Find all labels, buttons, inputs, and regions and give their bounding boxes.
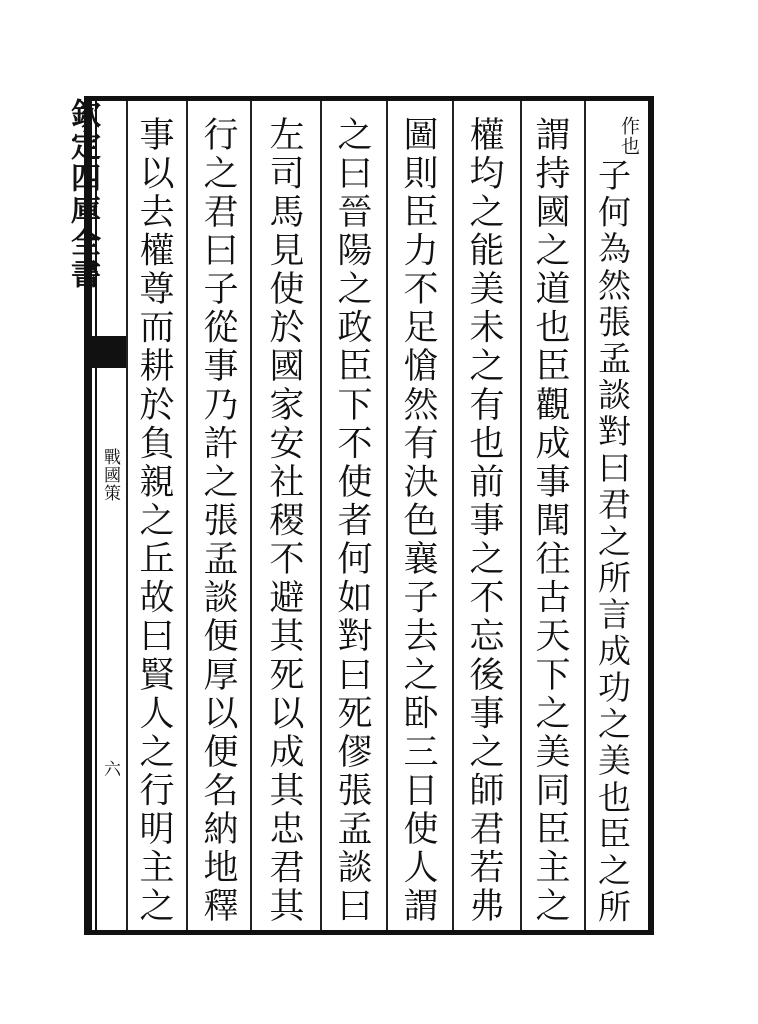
column-rule bbox=[584, 101, 586, 930]
text-column-6: 左司馬見使於國家安社稷不避其死以成其忠君其 bbox=[264, 116, 304, 926]
text-column-7: 行之君曰子從事乃許之張孟談便厚以便名納地釋 bbox=[198, 116, 238, 926]
text-column-4: 圖則臣力不足愴然有決色襄子去之卧三日使人謂 bbox=[398, 116, 438, 926]
column-rule bbox=[452, 101, 454, 930]
column-annotation: 作也 bbox=[618, 116, 640, 156]
frame-top-border bbox=[84, 96, 654, 101]
margin-page-number: 六 bbox=[100, 760, 120, 778]
column-rule bbox=[126, 101, 128, 930]
text-column-3: 權均之能美未之有也前事之不忘後事之師君若弗 bbox=[464, 116, 504, 926]
frame-right-border bbox=[648, 96, 654, 934]
text-column-5: 之曰晉陽之政臣下不使者何如對曰死僇張孟談曰 bbox=[332, 116, 372, 926]
margin-black-tab bbox=[90, 336, 126, 368]
column-rule bbox=[520, 101, 522, 930]
margin-book-name: 戰國策 bbox=[100, 448, 120, 502]
column-rule bbox=[320, 101, 322, 930]
column-rule bbox=[386, 101, 388, 930]
margin-book-series-title: 欽定四庫全書 bbox=[65, 98, 100, 290]
column-rule bbox=[186, 101, 188, 930]
text-column-2: 謂持國之道也臣觀成事聞往古天下之美同臣主之 bbox=[530, 116, 570, 926]
text-column-8: 事以去權尊而耕於負親之丘故曰賢人之行明主之 bbox=[134, 116, 174, 926]
column-rule bbox=[250, 101, 252, 930]
text-column-1: 子何為然張孟談對曰君之所言成功之美也臣之所 bbox=[593, 158, 632, 926]
frame-bottom-border bbox=[84, 930, 654, 935]
